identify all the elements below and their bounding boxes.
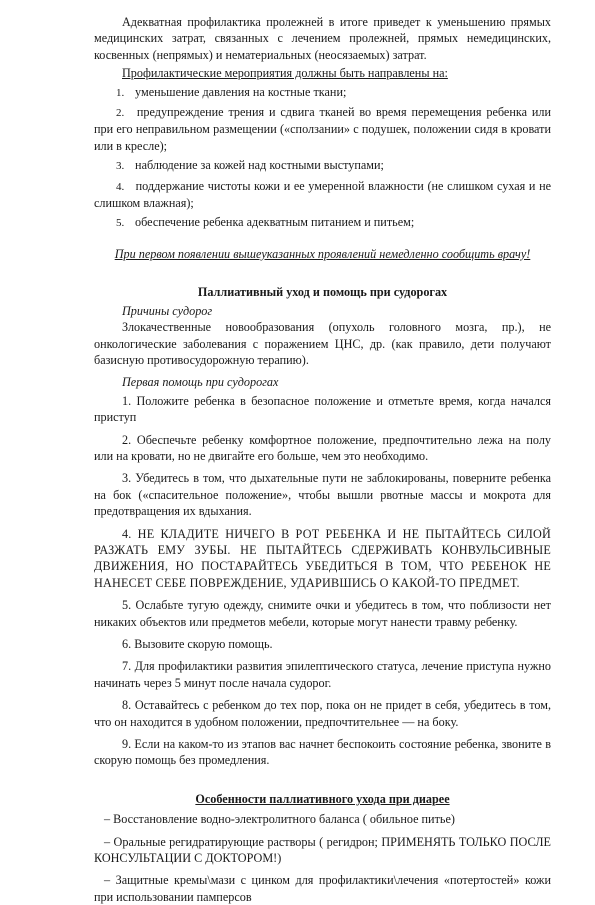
warning-note: При первом появлении вышеуказанных проявлений немедленно сообщить врачу! <box>114 246 531 261</box>
diarrhea-title: Особенности паллиативного ухода при диарее <box>195 791 450 806</box>
causes-text: Злокачественные новообразования (опухоль головного мозга, пр.), не онкологические заболевания с поражением ЦНС, др. (как правило, дети получают базисную противосудорожную терапию). <box>94 320 551 367</box>
intro-paragraph: Адекватная профилактика пролежней в итоге приведет к уменьшению прямых медицинских затрат, связанных с лечением пролежней, прямых немедицинских, косвенных (непрямых) и нематериальных (неосязаемых) затрат. <box>94 15 551 62</box>
first-aid-step: 4. НЕ КЛАДИТЕ НИЧЕГО В РОТ РЕБЕНКА И НЕ ПЫТАЙТЕСЬ СИЛОЙ РАЗЖАТЬ ЕМУ ЗУБЫ. НЕ ПЫТАЙТЕСЬ СДЕРЖИВАТЬ КОНВУЛЬСИВНЫЕ ДВИЖЕНИЯ, НО ПОСТАРАЙТЕСЬ УБЕДИТЬСЯ В ТОМ, ЧТО РЕБЕНОК НЕ НАНЕСЕТ СЕБЕ ПОВРЕЖДЕНИЕ, УДАРИВШИСЬ О КАКОЙ-ТО ПРЕДМЕТ. <box>94 526 551 590</box>
list-item: 4. поддержание чистоты кожи и ее умеренной влажности (не слишком сухая и не слишком влажная); <box>94 178 551 211</box>
measures-list <box>94 84 551 232</box>
list-item: 3. наблюдение за кожей над костными выступами; <box>116 158 384 173</box>
first-aid-label: Первая помощь при судорогах <box>122 375 279 390</box>
first-aid-step: 2. Обеспечьте ребенку комфортное положение, предпочтительно лежа на полу или на кровати, но не двигайте его больше, чем это необходимо. <box>94 432 551 463</box>
seizures-title: Паллиативный уход и помощь при судорогах <box>197 285 448 300</box>
first-aid-step: 7. Для профилактики развития эпилептического статуса, лечение приступа нужно начинать через 5 минут после начала судорог. <box>94 659 551 690</box>
first-aid-step: 6. Вызовите скорую помощь. <box>122 637 273 651</box>
first-aid-step: 9. Если на каком-то из этапов вас начнет беспокоить состояние ребенка, звоните в скорую помощь без промедления. <box>94 737 551 768</box>
diarrhea-item: – Восстановление водно-электролитного баланса ( обильное питье) <box>104 812 455 827</box>
list-item: 2. предупреждение трения и сдвига тканей во время перемещения ребенка или при его неправильном размещении («сползании» с подушек, положении сидя в кровати или в кресле); <box>94 105 551 153</box>
first-aid-step: 3. Убедитесь в том, что дыхательные пути не заблокированы, поверните ребенка на бок («спасительное положение», чтобы вышли рвотные массы и мокрота для предотвращения их вдыхания. <box>94 471 551 519</box>
causes-label: Причины судорог <box>122 303 213 318</box>
list-item: 1. уменьшение давления на костные ткани; <box>116 84 347 99</box>
list-item: 5. обеспечение ребенка адекватным питанием и питьем; <box>116 215 415 230</box>
first-aid-step: 5. Ослабьте тугую одежду, снимите очки и убедитесь в том, что поблизости нет никаких объектов или предметов мебели, которые могут нанести травму ребенку. <box>94 598 551 629</box>
measures-title: Профилактические мероприятия должны быть направлены на: <box>122 66 448 81</box>
first-aid-step: 1. Положите ребенка в безопасное положение и отметьте время, когда начался приступ <box>94 393 551 425</box>
diarrhea-item: – Защитные кремы\мази с цинком для профилактики\лечения «потертостей» кожи при использовании памперсов <box>94 873 551 904</box>
first-aid-step: 8. Оставайтесь с ребенком до тех пор, пока он не придет в себя, убедитесь в том, что он находится в удобном положении, предпочтительнее — на боку. <box>94 698 551 729</box>
diarrhea-item: – Оральные регидратирующие растворы ( регидрон; ПРИМЕНЯТЬ ТОЛЬКО ПОСЛЕ КОНСУЛЬТАЦИИ С ДОКТОРОМ!) <box>94 834 551 866</box>
